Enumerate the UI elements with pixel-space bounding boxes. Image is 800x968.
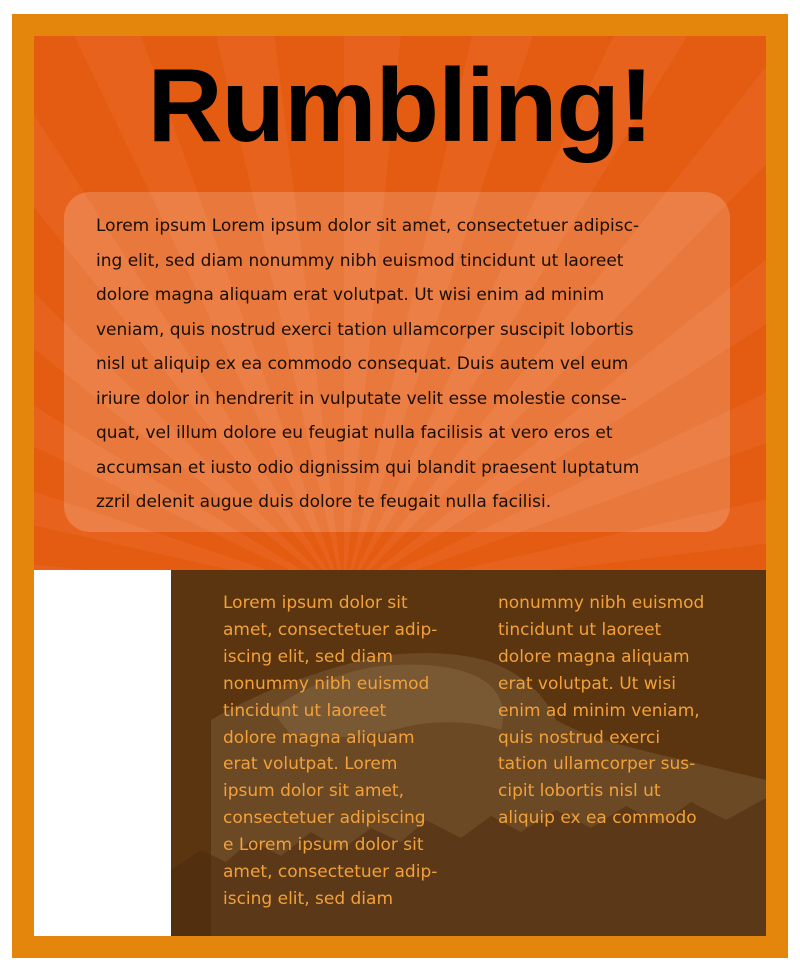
column-line: amet, consectetuer adip- xyxy=(223,619,438,640)
column-line: dolore magna aliquam xyxy=(498,646,690,667)
left-text-column xyxy=(223,590,473,913)
intro-line: dolore magna aliquam erat volutpat. Ut wisi enim ad minim xyxy=(96,285,605,305)
column-line: enim ad minim veniam, xyxy=(498,700,700,721)
intro-line: iriure dolor in hendrerit in vulputate velit esse molestie conse- xyxy=(96,388,627,409)
column-line: amet, consectetuer adip- xyxy=(223,862,438,883)
column-line: iscing elit, sed diam xyxy=(223,888,393,909)
intro-text-box xyxy=(64,192,730,532)
column-line: nonummy nibh euismod xyxy=(498,593,705,613)
intro-line: nisl ut aliquip ex ea commodo consequat. Duis autem vel eum xyxy=(96,354,629,374)
column-line: e Lorem ipsum dolor sit xyxy=(223,835,424,856)
column-line: iscing elit, sed diam xyxy=(223,646,393,667)
column-line: dolore magna aliquam xyxy=(223,727,415,748)
column-line: tincidunt ut laoreet xyxy=(498,619,662,640)
column-line: tation ullamcorper sus- xyxy=(498,754,696,775)
column-line: cipit lobortis nisl ut xyxy=(498,781,661,802)
column-line: ipsum dolor sit amet, xyxy=(223,781,404,802)
intro-line: zzril delenit augue duis dolore te feugait nulla facilisi. xyxy=(96,492,552,512)
lower-section xyxy=(34,570,766,936)
column-line: Lorem ipsum dolor sit xyxy=(223,593,408,613)
intro-line: quat, vel illum dolore eu feugiat nulla facilisis at vero eros et xyxy=(96,423,613,443)
column-line: tincidunt ut laoreet xyxy=(223,700,387,721)
poster xyxy=(34,36,766,936)
right-text-column xyxy=(498,590,748,832)
column-line: aliquip ex ea commodo xyxy=(498,808,697,829)
blank-image-panel xyxy=(34,570,171,936)
column-line: consectetuer adipiscing xyxy=(223,808,426,829)
intro-line: ing elit, sed diam nonummy nibh euismod tincidunt ut laoreet xyxy=(96,250,624,271)
intro-paragraph xyxy=(96,209,700,520)
volcano-panel xyxy=(171,570,766,936)
column-line: erat volutpat. Lorem xyxy=(223,754,398,775)
column-line: nonummy nibh euismod xyxy=(223,673,430,694)
intro-line: accumsan et iusto odio dignissim qui blandit praesent luptatum xyxy=(96,457,640,478)
hero-section xyxy=(34,36,766,574)
intro-line: Lorem ipsum Lorem ipsum dolor sit amet, consectetuer adipisc- xyxy=(96,216,640,236)
column-line: quis nostrud exerci xyxy=(498,727,661,748)
headline: Rumbling! xyxy=(147,48,653,164)
intro-line: veniam, quis nostrud exerci tation ullamcorper suscipit lobortis xyxy=(96,319,634,340)
column-line: erat volutpat. Ut wisi xyxy=(498,673,676,694)
